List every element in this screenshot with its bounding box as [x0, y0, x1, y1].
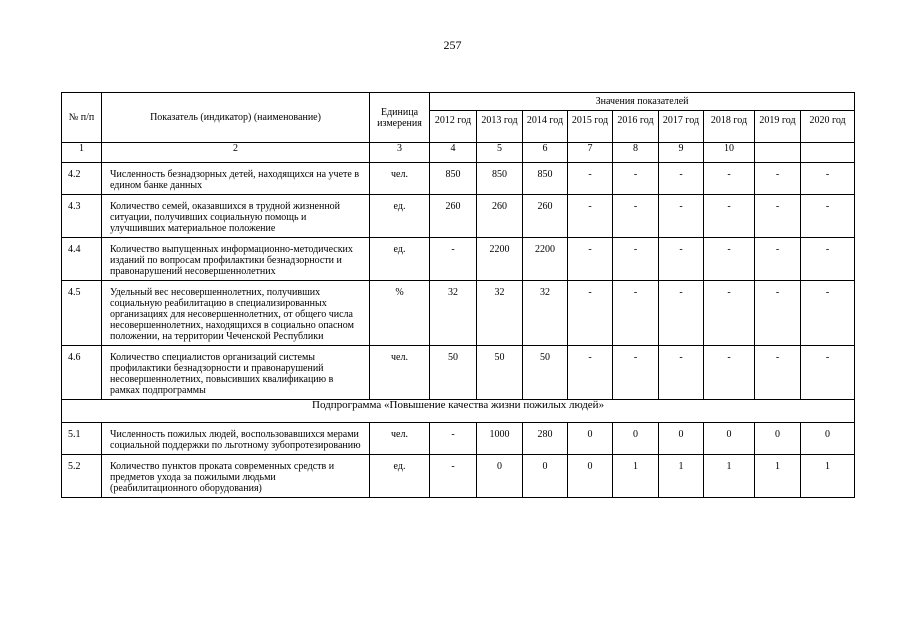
- unit-of-measure: ед.: [370, 238, 430, 281]
- unit-of-measure: чел.: [370, 423, 430, 455]
- table-row: [62, 163, 855, 195]
- indicator-value: 1: [801, 455, 855, 498]
- row-number: 4.3: [62, 195, 102, 238]
- unit-of-measure: ед.: [370, 455, 430, 498]
- indicator-value: -: [659, 163, 704, 195]
- header-year: 2017 год: [659, 111, 704, 143]
- indicator-value: 2200: [477, 238, 523, 281]
- column-index: 3: [370, 143, 430, 163]
- indicator-value: -: [704, 346, 755, 400]
- indicator-value: -: [430, 238, 477, 281]
- indicator-value: -: [568, 195, 613, 238]
- column-index: 5: [477, 143, 523, 163]
- indicator-value: -: [801, 195, 855, 238]
- column-index: 6: [523, 143, 568, 163]
- indicator-value: 280: [523, 423, 568, 455]
- indicator-value: -: [568, 346, 613, 400]
- indicators-table: [61, 92, 855, 498]
- indicator-value: 1000: [477, 423, 523, 455]
- indicator-value: -: [659, 238, 704, 281]
- indicator-name: Количество специалистов организаций системы профилактики безнадзорности и правонарушений несовершеннолетних, повысивших квалификацию в рамках подпрограммы: [102, 346, 370, 400]
- indicator-name: Количество выпущенных информационно-методических изданий по вопросам профилактики безнадзорности и правонарушений несовершеннолетних: [102, 238, 370, 281]
- indicator-value: 0: [755, 423, 801, 455]
- indicator-value: 0: [523, 455, 568, 498]
- column-index: 4: [430, 143, 477, 163]
- indicator-value: 50: [523, 346, 568, 400]
- indicator-value: -: [704, 163, 755, 195]
- indicator-value: -: [755, 346, 801, 400]
- indicator-value: -: [755, 195, 801, 238]
- indicator-value: -: [755, 238, 801, 281]
- indicator-value: -: [613, 195, 659, 238]
- table-row: [62, 423, 855, 455]
- indicator-value: 1: [613, 455, 659, 498]
- unit-of-measure: ед.: [370, 195, 430, 238]
- header-num: № п/п: [62, 93, 102, 143]
- indicator-value: -: [801, 281, 855, 346]
- header-year: 2015 год: [568, 111, 613, 143]
- indicator-value: 0: [659, 423, 704, 455]
- column-index: 7: [568, 143, 613, 163]
- indicator-value: 1: [755, 455, 801, 498]
- indicator-value: -: [430, 455, 477, 498]
- unit-of-measure: чел.: [370, 346, 430, 400]
- indicator-value: -: [755, 281, 801, 346]
- indicator-name: Количество семей, оказавшихся в трудной жизненной ситуации, получивших социальную помощь и улучшивших материальное положение: [102, 195, 370, 238]
- subprogram-row: [62, 400, 855, 423]
- table-row: [62, 281, 855, 346]
- indicator-value: 50: [430, 346, 477, 400]
- header-name: Показатель (индикатор) (наименование): [102, 93, 370, 143]
- header-year: 2018 год: [704, 111, 755, 143]
- indicator-value: 850: [477, 163, 523, 195]
- indicator-value: -: [613, 238, 659, 281]
- indicator-value: 32: [523, 281, 568, 346]
- row-number: 4.2: [62, 163, 102, 195]
- indicator-value: -: [704, 281, 755, 346]
- subprogram-title: Подпрограмма «Повышение качества жизни пожилых людей»: [62, 400, 855, 423]
- row-number: 4.5: [62, 281, 102, 346]
- header-year: 2014 год: [523, 111, 568, 143]
- header-values: Значения показателей: [430, 93, 855, 111]
- indicator-value: 50: [477, 346, 523, 400]
- unit-of-measure: чел.: [370, 163, 430, 195]
- indicator-value: 0: [568, 455, 613, 498]
- indicator-value: 0: [568, 423, 613, 455]
- indicator-name: Численность безнадзорных детей, находящихся на учете в едином банке данных: [102, 163, 370, 195]
- indicator-value: -: [568, 238, 613, 281]
- indicator-value: -: [801, 346, 855, 400]
- indicator-value: -: [613, 281, 659, 346]
- header-unit: Единица измерения: [370, 93, 430, 143]
- indicator-name: Количество пунктов проката современных средств и предметов ухода за пожилыми людьми (реабилитационного оборудования): [102, 455, 370, 498]
- table-row: [62, 195, 855, 238]
- indicator-value: 32: [477, 281, 523, 346]
- indicator-value: -: [704, 195, 755, 238]
- header-year: 2019 год: [755, 111, 801, 143]
- indicator-value: 0: [801, 423, 855, 455]
- indicator-value: -: [801, 238, 855, 281]
- row-number: 4.4: [62, 238, 102, 281]
- indicator-value: -: [755, 163, 801, 195]
- header-year: 2020 год: [801, 111, 855, 143]
- indicator-value: -: [659, 195, 704, 238]
- indicator-value: 0: [613, 423, 659, 455]
- indicator-value: -: [659, 281, 704, 346]
- header-year: 2012 год: [430, 111, 477, 143]
- indicator-value: -: [613, 346, 659, 400]
- indicator-value: 2200: [523, 238, 568, 281]
- indicator-value: 32: [430, 281, 477, 346]
- indicator-value: -: [704, 238, 755, 281]
- indicator-value: 850: [430, 163, 477, 195]
- header-year: 2016 год: [613, 111, 659, 143]
- column-index: 8: [613, 143, 659, 163]
- indicator-value: 260: [523, 195, 568, 238]
- unit-of-measure: %: [370, 281, 430, 346]
- table-row: [62, 238, 855, 281]
- indicator-value: -: [659, 346, 704, 400]
- indicator-name: Численность пожилых людей, воспользовавшихся мерами социальной поддержки по льготному зубопротезированию: [102, 423, 370, 455]
- column-index: 10: [704, 143, 755, 163]
- column-index: [755, 143, 801, 163]
- indicator-value: -: [613, 163, 659, 195]
- indicator-value: 1: [659, 455, 704, 498]
- indicator-name: Удельный вес несовершеннолетних, получивших социальную реабилитацию в специализированных организациях для несовершеннолетних, от общего числа несовершеннолетних, находящихся в социально опасном положении, на территории Чеченской Республики: [102, 281, 370, 346]
- page-number: 257: [443, 38, 462, 52]
- column-index: 9: [659, 143, 704, 163]
- indicator-value: 0: [477, 455, 523, 498]
- header-year: 2013 год: [477, 111, 523, 143]
- indicator-value: 850: [523, 163, 568, 195]
- row-number: 5.2: [62, 455, 102, 498]
- indicator-value: 260: [477, 195, 523, 238]
- table-row: [62, 346, 855, 400]
- row-number: 4.6: [62, 346, 102, 400]
- indicator-value: -: [801, 163, 855, 195]
- indicator-value: 260: [430, 195, 477, 238]
- column-index: [801, 143, 855, 163]
- indicator-value: -: [568, 281, 613, 346]
- indicator-value: -: [568, 163, 613, 195]
- column-index: 2: [102, 143, 370, 163]
- indicator-value: -: [430, 423, 477, 455]
- table-row: [62, 455, 855, 498]
- indicator-value: 0: [704, 423, 755, 455]
- column-index-row: [62, 143, 855, 163]
- row-number: 5.1: [62, 423, 102, 455]
- indicator-value: 1: [704, 455, 755, 498]
- column-index: 1: [62, 143, 102, 163]
